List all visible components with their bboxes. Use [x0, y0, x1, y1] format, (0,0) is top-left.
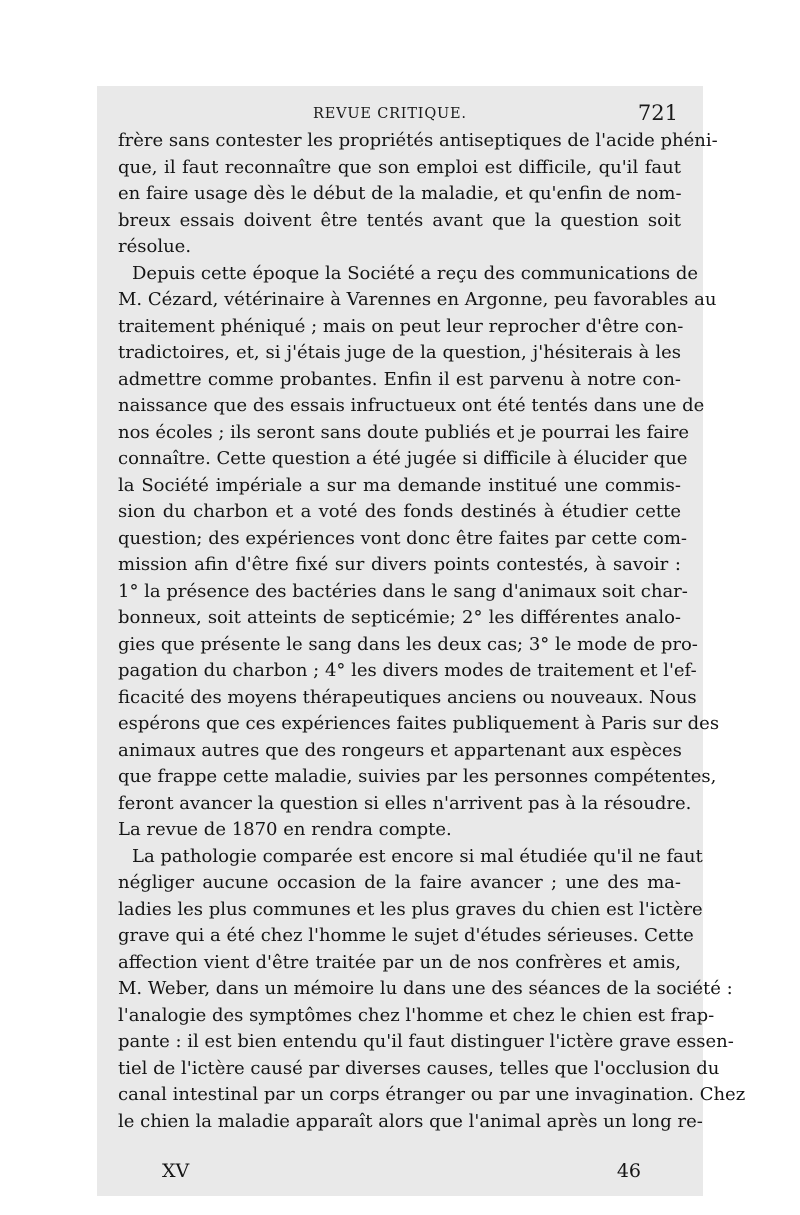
text-line: en faire usage dès le début de la maladie, et qu'enfin de nom- — [118, 183, 682, 204]
text-line: ficacité des moyens thérapeutiques anciens ou nouveaux. Nous — [118, 686, 697, 708]
text-line: résolue. — [118, 236, 192, 257]
text-line: feront avancer la question si elles n'arrivent pas à la résoudre. — [118, 792, 692, 814]
text-line: gies que présente le sang dans les deux cas; 3° le mode de pro- — [118, 633, 698, 655]
text-line: frère sans contester les propriétés antiseptiques de l'acide phéni- — [118, 130, 718, 151]
text-line: espérons que ces expériences faites publiquement à Paris sur des — [118, 713, 720, 734]
text-line: grave qui a été chez l'homme le sujet d'études sérieuses. Cette — [118, 925, 694, 946]
text-line: La revue de 1870 en rendra compte. — [118, 819, 452, 840]
text-line: connaître. Cette question a été jugée si difficile à élucider que — [118, 448, 688, 469]
text-line: sion du charbon et a voté des fonds destinés à étudier cette — [118, 501, 681, 522]
text-line: canal intestinal par un corps étranger ou par une invagination. Chez — [118, 1084, 746, 1105]
text-line: mission afin d'être fixé sur divers points contestés, à savoir : — [118, 554, 681, 575]
text-line: négliger aucune occasion de la faire avancer ; une des ma- — [118, 872, 681, 893]
text-line: traitement phéniqué ; mais on peut leur reprocher d'être con- — [118, 315, 684, 337]
text-line: La pathologie comparée est encore si mal étudiée qu'il ne faut — [132, 845, 703, 867]
text-line: Depuis cette époque la Société a reçu des communications de — [132, 262, 699, 284]
text-line: M. Cézard, vétérinaire à Varennes en Argonne, peu favorables au — [118, 289, 717, 310]
signature-mark: XV — [162, 1160, 190, 1182]
signature-number: 46 — [616, 1160, 641, 1182]
text-line: 1° la présence des bactéries dans le sang d'animaux soit char- — [118, 580, 688, 602]
text-line: le chien la maladie apparaît alors que l'animal après un long re- — [118, 1110, 703, 1132]
page-footer — [118, 1160, 681, 1188]
text-line: M. Weber, dans un mémoire lu dans une des séances de la société : — [118, 978, 733, 999]
text-line: ladies les plus communes et les plus graves du chien est l'ictère — [118, 898, 703, 920]
text-line: pante : il est bien entendu qu'il faut distinguer l'ictère grave essen- — [118, 1031, 734, 1052]
body-text — [118, 128, 746, 1135]
text-line: tradictoires, et, si j'étais juge de la question, j'hésiterais à les — [118, 342, 681, 363]
text-line: affection vient d'être traitée par un de nos confrères et amis, — [118, 951, 681, 973]
text-line: la Société impériale a sur ma demande institué une commis- — [118, 474, 681, 496]
text-line: admettre comme probantes. Enfin il est parvenu à notre con- — [118, 368, 681, 390]
text-line: pagation du charbon ; 4° les divers modes de traitement et l'ef- — [118, 660, 697, 681]
text-line: naissance que des essais infructueux ont été tentés dans une de — [118, 395, 705, 416]
text-line: question; des expériences vont donc être faites par cette com- — [118, 527, 688, 549]
text-line: que, il faut reconnaître que son emploi est difficile, qu'il faut — [118, 156, 681, 178]
text-line: animaux autres que des rongeurs et appartenant aux espèces — [118, 739, 682, 761]
text-line: breux essais doivent être tentés avant que la question soit — [118, 209, 681, 231]
text-line: tiel de l'ictère causé par diverses causes, telles que l'occlusion du — [118, 1057, 720, 1079]
page-number: 721 — [637, 101, 678, 125]
text-line: que frappe cette maladie, suivies par les personnes compétentes, — [118, 766, 717, 787]
text-line: l'analogie des symptômes chez l'homme et chez le chien est frap- — [118, 1004, 715, 1026]
page-header — [118, 101, 678, 128]
text-line: bonneux, soit atteints de septicémie; 2° les différentes analo- — [118, 607, 681, 628]
running-title: REVUE CRITIQUE. — [313, 106, 467, 122]
text-line: nos écoles ; ils seront sans doute publiés et je pourrai les faire — [118, 421, 690, 443]
